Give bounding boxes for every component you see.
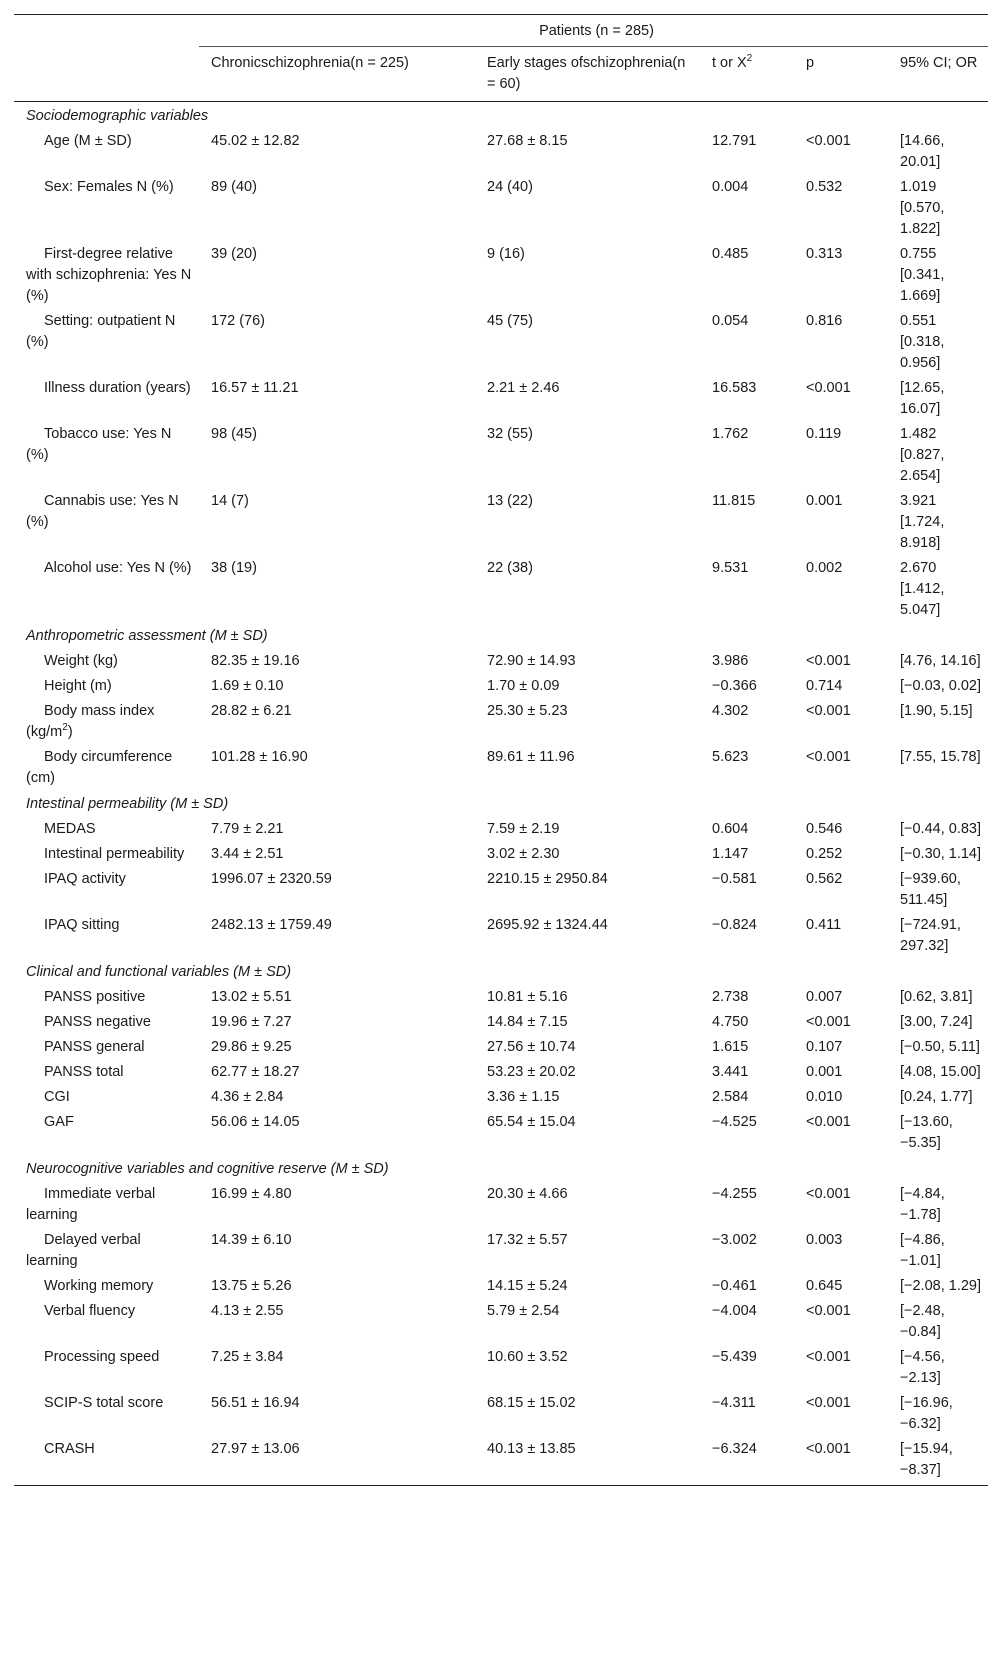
row-label: SCIP-S total score — [44, 1395, 164, 1411]
row-label: Height (m) — [44, 678, 112, 694]
cell-early: 53.23 ± 20.02 — [487, 1064, 576, 1080]
col-header-ci: 95% CI; OR — [888, 47, 988, 102]
cell-test-stat: 2.738 — [712, 989, 749, 1005]
table-row — [14, 375, 988, 421]
cell-p-value: <0.001 — [806, 749, 851, 765]
table-row — [14, 648, 988, 673]
cell-chronic: 29.86 ± 9.25 — [211, 1039, 292, 1055]
cell-ci: 1.019 [0.570, 1.822] — [900, 179, 945, 237]
cell-test-stat: 5.623 — [712, 749, 749, 765]
cell-early: 40.13 ± 13.85 — [475, 1436, 700, 1486]
cell-chronic: 27.97 ± 13.06 — [199, 1436, 475, 1486]
section-row — [14, 958, 988, 984]
cell-chronic: 4.36 ± 2.84 — [211, 1089, 284, 1105]
comparison-table — [14, 14, 988, 1486]
cell-chronic: 2482.13 ± 1759.49 — [211, 917, 332, 933]
cell-test-stat: 0.485 — [712, 246, 749, 262]
cell-early: 14.15 ± 5.24 — [487, 1278, 568, 1294]
cell-test-stat: −4.255 — [712, 1186, 757, 1202]
cell-test-stat: 12.791 — [712, 133, 757, 149]
cell-test-stat: 3.441 — [712, 1064, 749, 1080]
section-row — [14, 102, 988, 129]
table-row — [14, 673, 988, 698]
row-label: PANSS general — [44, 1039, 145, 1055]
cell-test-stat: −0.461 — [712, 1278, 757, 1294]
row-label: Weight (kg) — [44, 653, 118, 669]
cell-test-stat: 0.054 — [712, 313, 749, 329]
col-header-test: t or $X^2$ — [700, 47, 794, 102]
cell-p-value: <0.001 — [806, 1014, 851, 1030]
cell-chronic: 3.44 ± 2.51 — [211, 846, 284, 862]
row-label: IPAQ activity — [44, 871, 126, 887]
table-row — [14, 1344, 988, 1390]
cell-early: 25.30 ± 5.23 — [487, 703, 568, 719]
cell-early: 10.81 ± 5.16 — [487, 989, 568, 1005]
cell-test-stat: 4.302 — [712, 703, 749, 719]
table-row — [14, 816, 988, 841]
cell-chronic: 7.79 ± 2.21 — [211, 821, 284, 837]
cell-ci: 0.551 [0.318, 0.956] — [900, 313, 945, 371]
cell-p-value: 0.546 — [806, 821, 843, 837]
section-title: Sociodemographic variables — [26, 108, 209, 124]
cell-early: 72.90 ± 14.93 — [487, 653, 576, 669]
col-header-early: Early stages ofschizophrenia(n = 60) — [475, 47, 700, 102]
table-row — [14, 421, 988, 488]
row-label: Verbal fluency — [44, 1303, 136, 1319]
cell-chronic: 82.35 ± 19.16 — [211, 653, 300, 669]
table-row — [14, 984, 988, 1009]
table-row — [14, 1109, 988, 1155]
cell-early: 3.02 ± 2.30 — [487, 846, 560, 862]
cell-chronic: 16.99 ± 4.80 — [211, 1186, 292, 1202]
cell-chronic: 98 (45) — [211, 426, 257, 442]
cell-p-value: <0.001 — [794, 1436, 888, 1486]
cell-early: 68.15 ± 15.02 — [487, 1395, 576, 1411]
cell-p-value: 0.002 — [806, 560, 843, 576]
cell-chronic: 1.69 ± 0.10 — [211, 678, 284, 694]
row-label: GAF — [44, 1114, 74, 1130]
cell-ci: [−939.60, 511.45] — [900, 871, 961, 908]
cell-chronic: 13.02 ± 5.51 — [211, 989, 292, 1005]
cell-chronic: 14 (7) — [211, 493, 249, 509]
cell-p-value: 0.003 — [806, 1232, 843, 1248]
cell-early: 2210.15 ± 2950.84 — [487, 871, 608, 887]
cell-chronic: 172 (76) — [211, 313, 266, 329]
cell-ci: [−4.86, −1.01] — [900, 1232, 945, 1269]
cell-p-value: 0.532 — [806, 179, 843, 195]
cell-early: 14.84 ± 7.15 — [487, 1014, 568, 1030]
cell-p-value: <0.001 — [806, 1395, 851, 1411]
cell-early: 3.36 ± 1.15 — [487, 1089, 560, 1105]
table-row — [14, 241, 988, 308]
cell-ci: [4.08, 15.00] — [900, 1064, 981, 1080]
cell-ci: [−16.96, −6.32] — [900, 1395, 953, 1432]
row-label: MEDAS — [44, 821, 96, 837]
cell-chronic: 62.77 ± 18.27 — [211, 1064, 300, 1080]
cell-test-stat: 0.604 — [712, 821, 749, 837]
row-label: Working memory — [44, 1278, 154, 1294]
cell-chronic: 89 (40) — [211, 179, 257, 195]
table-row — [14, 1298, 988, 1344]
row-label: Sex: Females N (%) — [44, 179, 174, 195]
cell-chronic: 101.28 ± 16.90 — [211, 749, 308, 765]
cell-chronic: 28.82 ± 6.21 — [211, 703, 292, 719]
cell-early: 13 (22) — [487, 493, 533, 509]
row-label: CRASH — [14, 1436, 199, 1486]
row-label: Age (M ± SD) — [44, 133, 132, 149]
cell-p-value: 0.645 — [806, 1278, 843, 1294]
table-row — [14, 1059, 988, 1084]
cell-p-value: <0.001 — [806, 380, 851, 396]
cell-ci: [3.00, 7.24] — [900, 1014, 973, 1030]
table-row — [14, 1084, 988, 1109]
cell-ci: [−0.03, 0.02] — [900, 678, 982, 694]
table-row — [14, 1390, 988, 1436]
section-title: Anthropometric assessment (M ± SD) — [26, 628, 268, 644]
cell-p-value: 0.107 — [806, 1039, 843, 1055]
cell-p-value: <0.001 — [806, 133, 851, 149]
col-header-chronic: Chronicschizophrenia(n = 225) — [199, 47, 475, 102]
cell-p-value: 0.001 — [806, 1064, 843, 1080]
table-row — [14, 174, 988, 241]
cell-test-stat: −4.525 — [712, 1114, 757, 1130]
cell-test-stat: −5.439 — [712, 1349, 757, 1365]
row-label: CGI — [44, 1089, 70, 1105]
row-label: Intestinal permeability — [44, 846, 185, 862]
cell-ci: [12.65, 16.07] — [900, 380, 945, 417]
cell-early: 65.54 ± 15.04 — [487, 1114, 576, 1130]
cell-ci: [−2.48, −0.84] — [900, 1303, 945, 1340]
cell-ci: [−2.08, 1.29] — [900, 1278, 982, 1294]
row-label: Delayed verbal learning — [26, 1232, 141, 1269]
cell-early: 2.21 ± 2.46 — [487, 380, 560, 396]
row-label: IPAQ sitting — [44, 917, 120, 933]
cell-ci: [0.24, 1.77] — [900, 1089, 973, 1105]
cell-chronic: 56.51 ± 16.94 — [211, 1395, 300, 1411]
cell-test-stat: 1.147 — [712, 846, 749, 862]
cell-chronic: 4.13 ± 2.55 — [211, 1303, 284, 1319]
cell-test-stat: 4.750 — [712, 1014, 749, 1030]
cell-chronic: 45.02 ± 12.82 — [211, 133, 300, 149]
cell-ci: [−0.50, 5.11] — [900, 1039, 980, 1055]
cell-early: 5.79 ± 2.54 — [487, 1303, 560, 1319]
cell-test-stat: −6.324 — [700, 1436, 794, 1486]
cell-test-stat: 11.815 — [712, 493, 756, 509]
row-label: First-degree relative with schizophrenia: Yes N (%) — [26, 246, 192, 304]
cell-test-stat: 0.004 — [712, 179, 749, 195]
cell-ci: [4.76, 14.16] — [900, 653, 981, 669]
cell-early: 89.61 ± 11.96 — [487, 749, 575, 765]
cell-test-stat: 1.762 — [712, 426, 749, 442]
col-header-p: p — [794, 47, 888, 102]
cell-early: 22 (38) — [487, 560, 533, 576]
cell-early: 1.70 ± 0.09 — [487, 678, 560, 694]
table-row — [14, 1181, 988, 1227]
cell-early: 32 (55) — [487, 426, 533, 442]
table-row — [14, 866, 988, 912]
section-row — [14, 622, 988, 648]
section-title: Clinical and functional variables (M ± SD) — [26, 964, 292, 980]
patients-group-header: Patients (n = 285) — [199, 15, 988, 47]
cell-test-stat: 1.615 — [712, 1039, 749, 1055]
cell-early: 10.60 ± 3.52 — [487, 1349, 568, 1365]
cell-p-value: <0.001 — [806, 1114, 851, 1130]
cell-p-value: <0.001 — [806, 703, 851, 719]
cell-ci: [−724.91, 297.32] — [900, 917, 961, 954]
cell-ci: [−0.30, 1.14] — [900, 846, 982, 862]
cell-test-stat: −3.002 — [712, 1232, 757, 1248]
cell-p-value: 0.714 — [806, 678, 843, 694]
cell-p-value: 0.562 — [806, 871, 843, 887]
cell-early: 45 (75) — [487, 313, 533, 329]
table-row — [14, 488, 988, 555]
cell-test-stat: −0.824 — [712, 917, 757, 933]
cell-ci: [−13.60, −5.35] — [900, 1114, 953, 1151]
cell-ci: [7.55, 15.78] — [900, 749, 981, 765]
cell-test-stat: 2.584 — [712, 1089, 749, 1105]
section-row — [14, 790, 988, 816]
row-label: Illness duration (years) — [44, 380, 191, 396]
cell-test-stat: −0.366 — [712, 678, 757, 694]
cell-p-value: <0.001 — [806, 1186, 851, 1202]
cell-p-value: <0.001 — [806, 1349, 851, 1365]
table-row — [14, 1227, 988, 1273]
row-label: Processing speed — [44, 1349, 160, 1365]
cell-ci: [−15.94, −8.37] — [888, 1436, 988, 1486]
table-row — [14, 555, 988, 622]
cell-p-value: 0.816 — [806, 313, 843, 329]
table-row — [14, 128, 988, 174]
cell-p-value: 0.119 — [806, 426, 842, 442]
section-row — [14, 1155, 988, 1181]
cell-ci: [−4.56, −2.13] — [900, 1349, 945, 1386]
cell-ci: 3.921 [1.724, 8.918] — [900, 493, 945, 551]
cell-chronic: 19.96 ± 7.27 — [211, 1014, 292, 1030]
cell-test-stat: −0.581 — [712, 871, 757, 887]
table-row — [14, 1009, 988, 1034]
cell-p-value: 0.001 — [806, 493, 843, 509]
cell-early: 24 (40) — [487, 179, 533, 195]
row-label: PANSS positive — [44, 989, 146, 1005]
table-row — [14, 744, 988, 790]
row-label: Tobacco use: Yes N (%) — [26, 426, 172, 463]
table-body — [14, 102, 988, 1486]
cell-ci: [1.90, 5.15] — [900, 703, 973, 719]
cell-test-stat: −4.311 — [712, 1395, 756, 1411]
table-header — [14, 15, 988, 102]
table-row — [14, 1436, 988, 1486]
table-row — [14, 308, 988, 375]
cell-chronic: 14.39 ± 6.10 — [211, 1232, 292, 1248]
cell-p-value: 0.010 — [806, 1089, 843, 1105]
section-title: Intestinal permeability (M ± SD) — [26, 796, 229, 812]
cell-chronic: 13.75 ± 5.26 — [211, 1278, 292, 1294]
cell-test-stat: 3.986 — [712, 653, 749, 669]
cell-test-stat: −4.004 — [712, 1303, 757, 1319]
row-label: Alcohol use: Yes N (%) — [44, 560, 192, 576]
cell-early: 7.59 ± 2.19 — [487, 821, 560, 837]
table-row — [14, 912, 988, 958]
cell-chronic: 38 (19) — [211, 560, 257, 576]
cell-early: 20.30 ± 4.66 — [487, 1186, 568, 1202]
cell-early: 9 (16) — [487, 246, 525, 262]
cell-p-value: <0.001 — [806, 653, 851, 669]
cell-chronic: 7.25 ± 3.84 — [211, 1349, 284, 1365]
cell-early: 27.68 ± 8.15 — [487, 133, 568, 149]
cell-chronic: 39 (20) — [211, 246, 257, 262]
cell-ci: [−0.44, 0.83] — [900, 821, 982, 837]
row-label: Immediate verbal learning — [26, 1186, 156, 1223]
table-row — [14, 698, 988, 744]
row-label: Cannabis use: Yes N (%) — [26, 493, 179, 530]
cell-p-value: <0.001 — [806, 1303, 851, 1319]
cell-p-value: 0.313 — [806, 246, 843, 262]
table-row — [14, 1034, 988, 1059]
cell-test-stat: 9.531 — [712, 560, 749, 576]
row-label: Setting: outpatient N (%) — [26, 313, 176, 350]
cell-ci: [−4.84, −1.78] — [900, 1186, 945, 1223]
cell-early: 2695.92 ± 1324.44 — [487, 917, 608, 933]
cell-p-value: 0.411 — [806, 917, 842, 933]
table-row — [14, 841, 988, 866]
cell-ci: 1.482 [0.827, 2.654] — [900, 426, 945, 484]
row-label: PANSS total — [44, 1064, 124, 1080]
cell-ci: 2.670 [1.412, 5.047] — [900, 560, 945, 618]
row-label: Body mass index $(kg/m^2)$ — [26, 703, 155, 740]
cell-chronic: 1996.07 ± 2320.59 — [211, 871, 332, 887]
row-label: PANSS negative — [44, 1014, 151, 1030]
cell-chronic: 56.06 ± 14.05 — [211, 1114, 300, 1130]
cell-early: 17.32 ± 5.57 — [487, 1232, 568, 1248]
cell-p-value: 0.007 — [806, 989, 843, 1005]
cell-test-stat: 16.583 — [712, 380, 757, 396]
cell-ci: 0.755 [0.341, 1.669] — [900, 246, 945, 304]
cell-ci: [14.66, 20.01] — [900, 133, 945, 170]
cell-chronic: 16.57 ± 11.21 — [211, 380, 299, 396]
cell-p-value: 0.252 — [806, 846, 843, 862]
cell-early: 27.56 ± 10.74 — [487, 1039, 576, 1055]
section-title: Neurocognitive variables and cognitive reserve (M ± SD) — [26, 1161, 389, 1177]
row-label: Body circumference (cm) — [26, 749, 173, 786]
table-row — [14, 1273, 988, 1298]
cell-ci: [0.62, 3.81] — [900, 989, 973, 1005]
